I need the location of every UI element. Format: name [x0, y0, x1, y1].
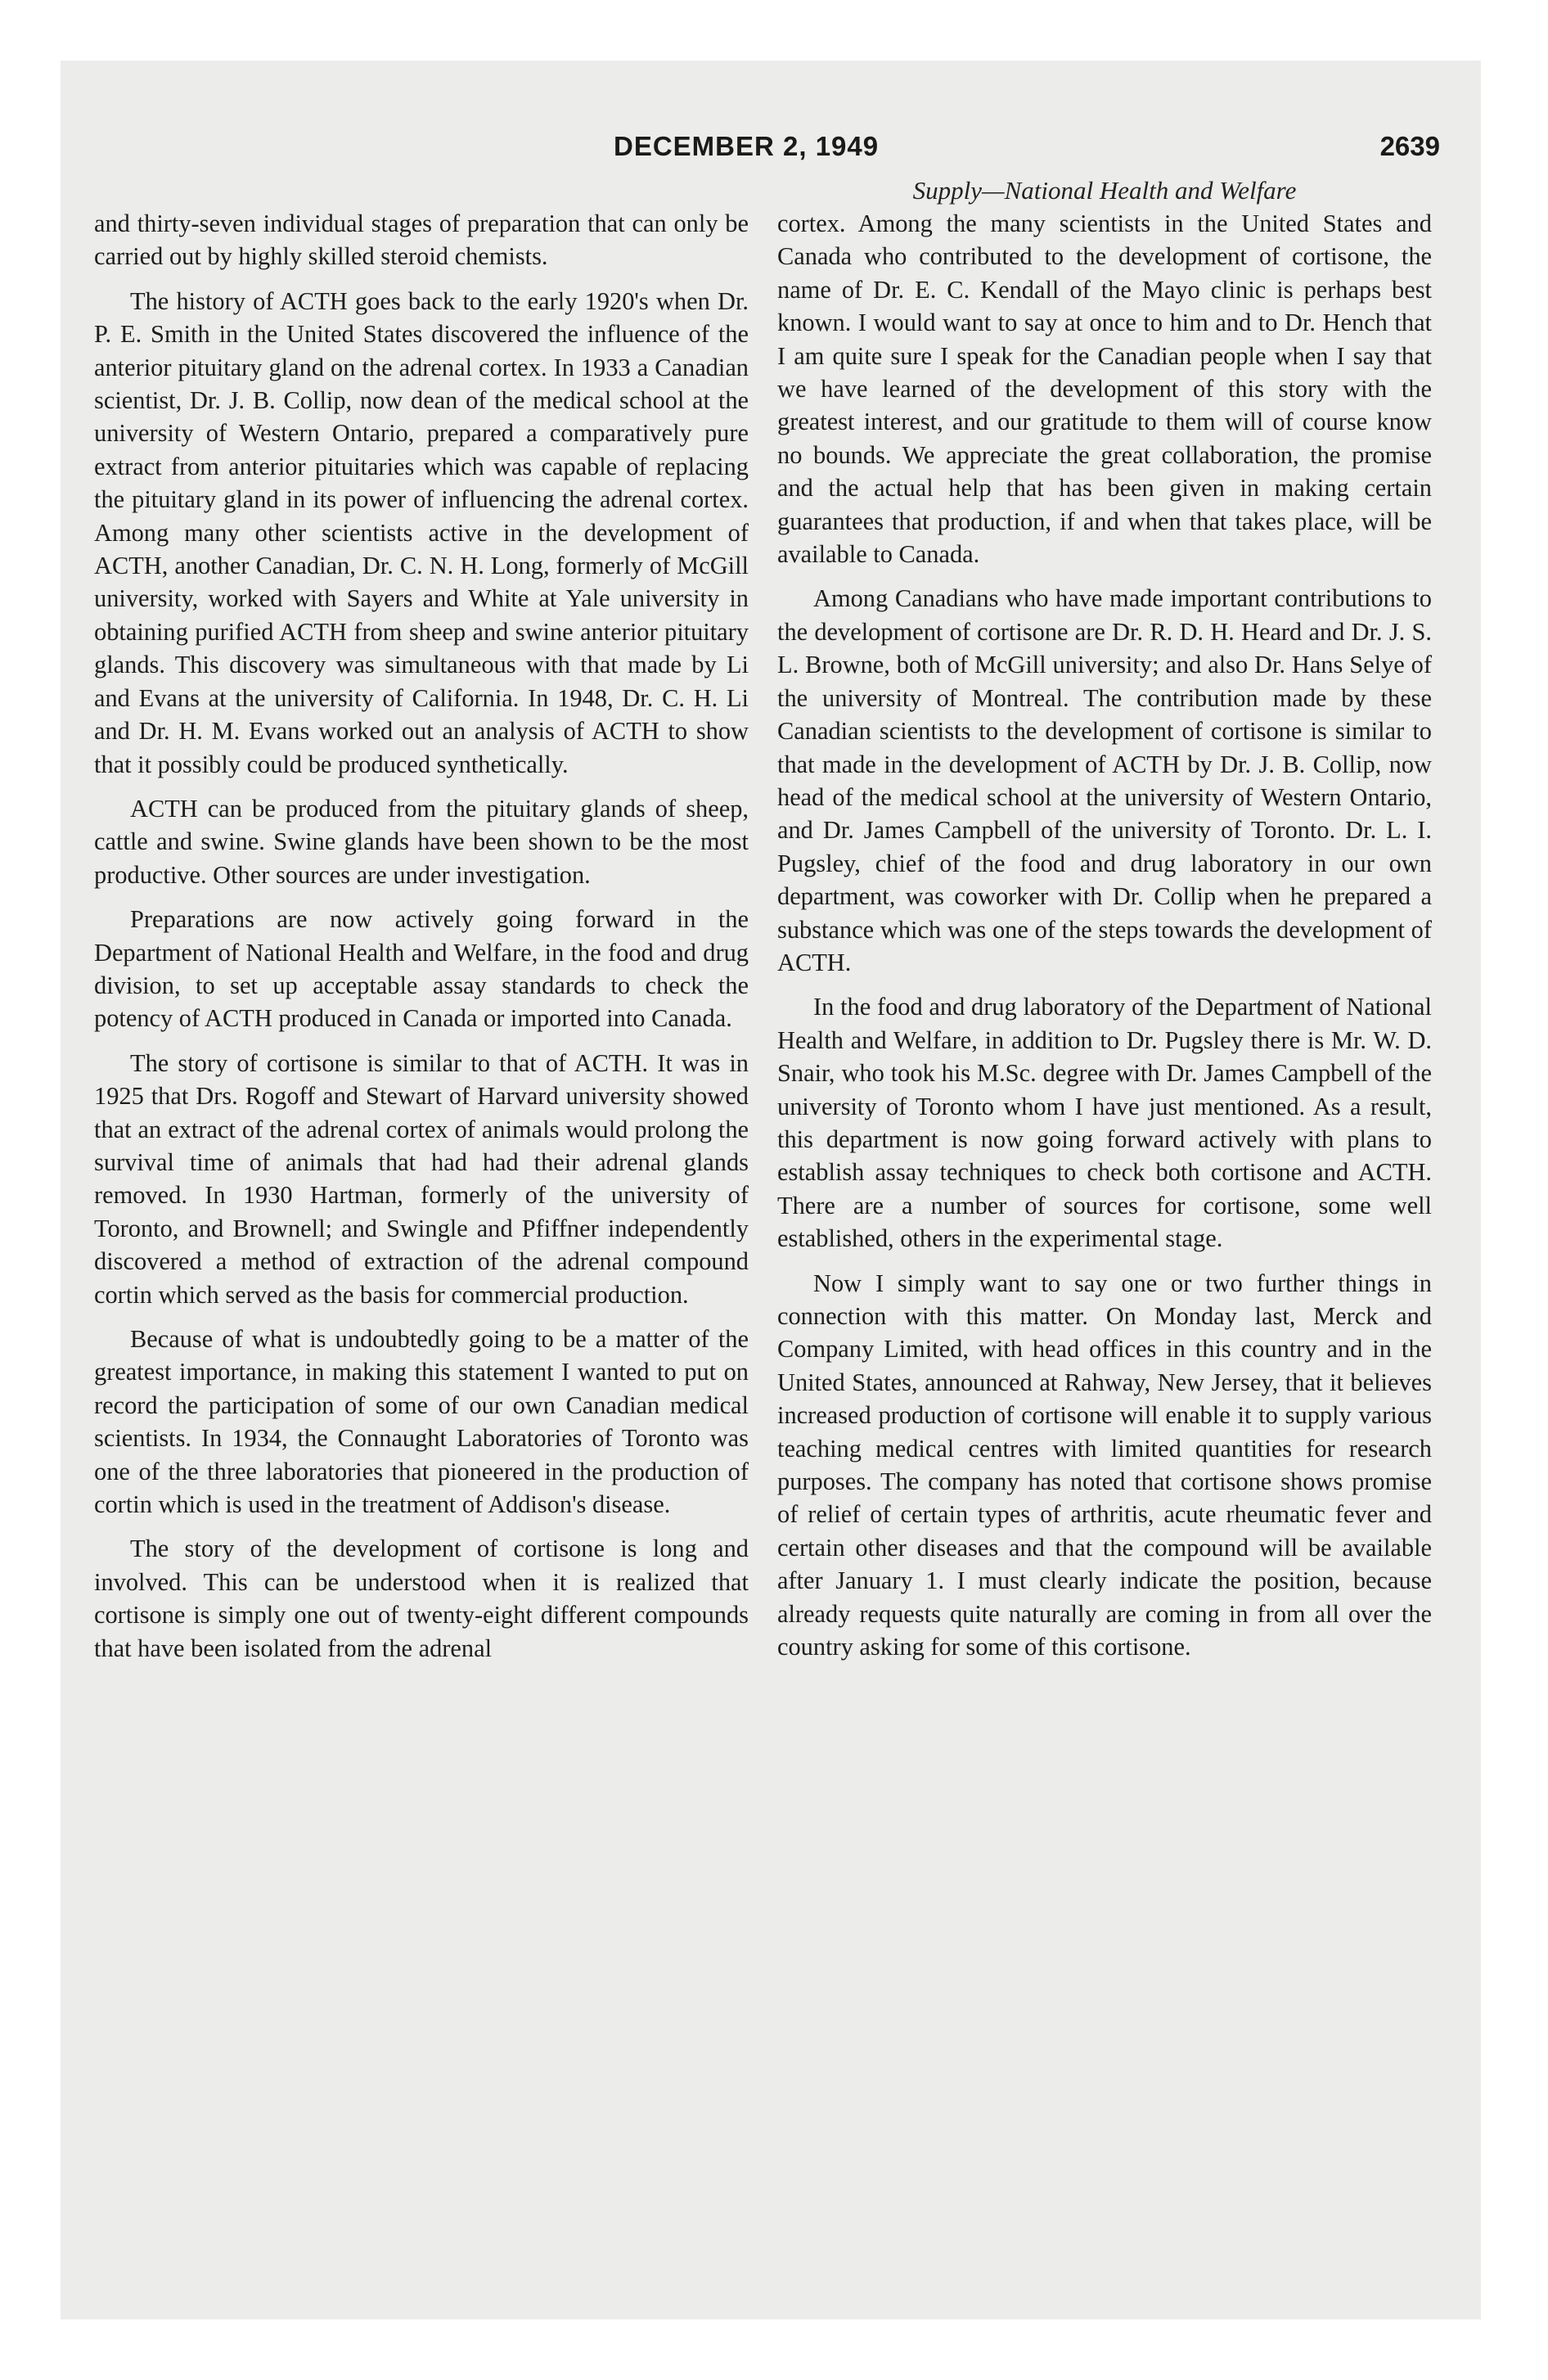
- page-date-header: DECEMBER 2, 1949: [614, 131, 880, 161]
- left-column: [94, 207, 749, 1665]
- paragraph: and thirty-seven individual stages of preparation that can only be carried out by highly skilled steroid chemists.: [94, 210, 749, 271]
- paragraph: Now I simply want to say one or two further things in connection with this matter. On Monday last, Merck and Company Limited, with head offices in this country and in the United States, announced at Rahway, New Jersey, that it believes increased production of cortisone will enable it to supply various teaching medical centres with limited quantities for research purposes. The company has noted that cortisone shows promise of relief of certain types of arthritis, acute rheumatic fever and certain other diseases and that the compound will be available after January 1. I must clearly indicate the position, because already requests quite naturally are coming in from all over the country asking for some of this cortisone.: [777, 1269, 1432, 1661]
- section-heading: Supply—National Health and Welfare: [912, 176, 1297, 205]
- paragraph: Preparations are now actively going forward in the Department of National Health and Welfare, in the food and drug division, to set up acceptable assay standards to check the potency of ACTH produced in Canada or imported into Canada.: [94, 905, 749, 1033]
- paragraph: ACTH can be produced from the pituitary glands of sheep, cattle and swine. Swine glands have been shown to be the most productive. Other sources are under investigation.: [94, 794, 749, 889]
- paragraph: In the food and drug laboratory of the Department of National Health and Welfare, in addition to Dr. Pugsley there is Mr. W. D. Snair, who took his M.Sc. degree with Dr. James Campbell of the university of Toronto whom I have just mentioned. As a result, this department is now going forward actively with plans to establish assay techniques to check both cortisone and ACTH. There are a number of sources for cortisone, some well established, others in the experimental stage.: [777, 993, 1432, 1253]
- paragraph: The history of ACTH goes back to the early 1920's when Dr. P. E. Smith in the United States discovered the influence of the anterior pituitary gland on the adrenal cortex. In 1933 a Canadian scientist, Dr. J. B. Collip, now dean of the medical school at the university of Western Ontario, prepared a comparatively pure extract from anterior pituitaries which was capable of replacing the pituitary gland in its power of influencing the adrenal cortex. Among many other scientists active in the development of ACTH, another Canadian, Dr. C. N. H. Long, formerly of McGill university, worked with Sayers and White at Yale university in obtaining purified ACTH from sheep and swine anterior pituitary glands. This discovery was simultaneous with that made by Li and Evans at the university of California. In 1948, Dr. C. H. Li and Dr. H. M. Evans worked out an analysis of ACTH to show that it possibly could be produced synthetically.: [94, 286, 749, 778]
- paragraph: Because of what is undoubtedly going to be a matter of the greatest importance, in making this statement I wanted to put on record the participation of some of our own Canadian medical scientists. In 1934, the Connaught Laboratories of Toronto was one of the three laboratories that pioneered in the production of cortin which is used in the treatment of Addison's disease.: [94, 1325, 749, 1519]
- paragraph: The story of cortisone is similar to that of ACTH. It was in 1925 that Drs. Rogoff and Stewart of Harvard university showed that an extract of the adrenal cortex of animals would prolong the survival time of animals that had had their adrenal glands removed. In 1930 Hartman, formerly of the university of Toronto, and Brownell; and Swingle and Pfiffner independently discovered a method of extraction of the adrenal compound cortin which served as the basis for commercial production.: [94, 1048, 749, 1309]
- page-number: 2639: [1379, 131, 1440, 161]
- right-column: [777, 174, 1432, 1663]
- paragraph: The story of the development of cortisone is long and involved. This can be understood when it is realized that cortisone is simply one out of twenty-eight different compounds that have been isolated from the adrenal: [94, 1535, 749, 1662]
- paragraph: cortex. Among the many scientists in the United States and Canada who contributed to the development of cortisone, the name of Dr. E. C. Kendall of the Mayo clinic is perhaps best known. I would want to say at once to him and to Dr. Hench that I am quite sure I speak for the Canadian people when I say that we have learned of the development of this story with the greatest interest, and our gratitude to them will of course know no bounds. We appreciate the great collaboration, the promise and the actual help that has been given in making certain guarantees that production, if and when that takes place, will be available to Canada.: [777, 210, 1432, 569]
- paragraph: Among Canadians who have made important contributions to the development of cortisone are Dr. R. D. H. Heard and Dr. J. S. L. Browne, both of McGill university; and also Dr. Hans Selye of the university of Montreal. The contribution made by these Canadian scientists to the development of cortisone is similar to that made in the development of ACTH by Dr. J. B. Collip, now head of the medical school at the university of Western Ontario, and Dr. James Campbell of the university of Toronto. Dr. L. I. Pugsley, chief of the food and drug laboratory in our own department, was coworker with Dr. Collip when he prepared a substance which was one of the steps towards the development of ACTH.: [777, 584, 1432, 976]
